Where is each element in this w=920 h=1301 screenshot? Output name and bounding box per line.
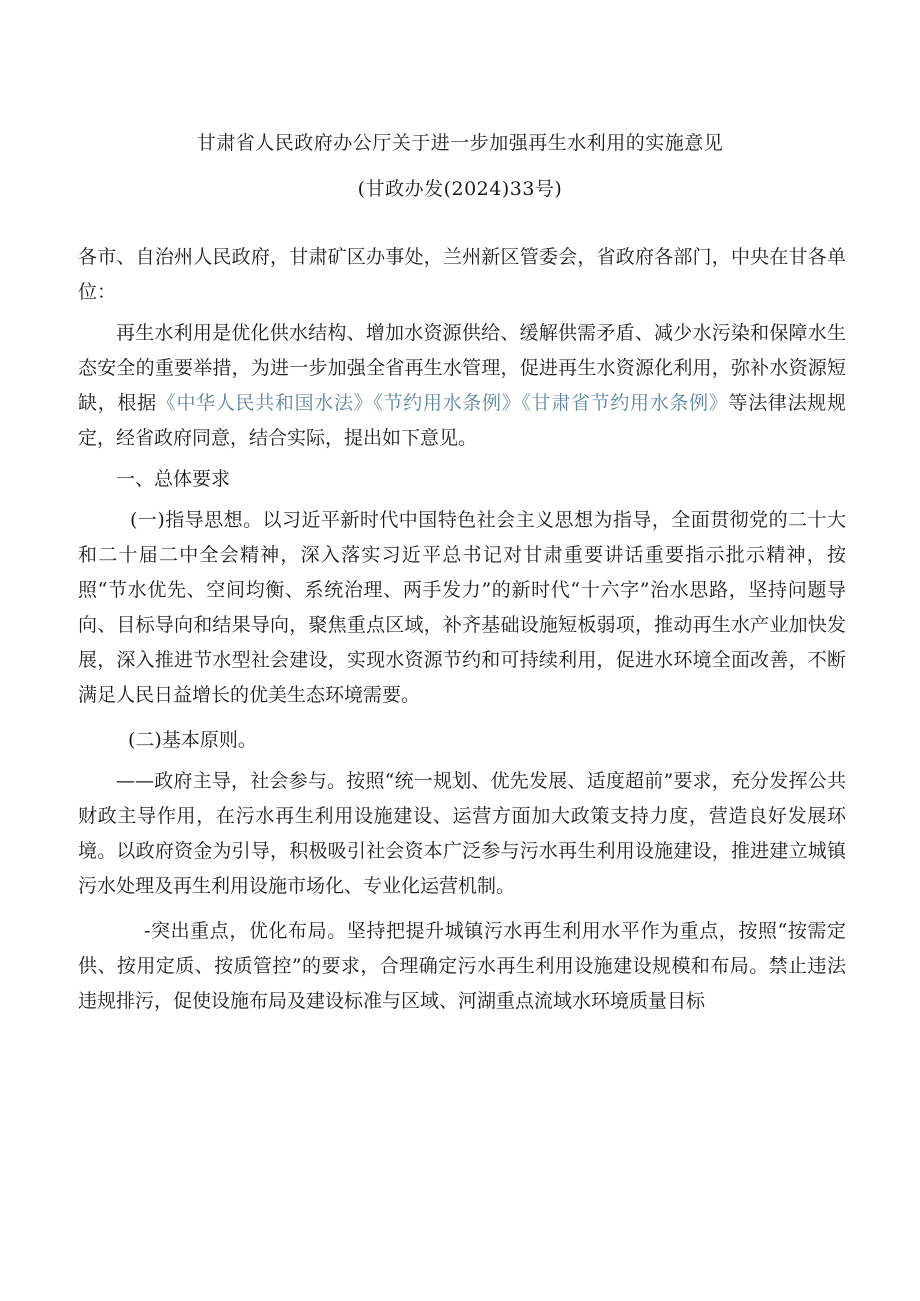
section-heading-general-requirements: 一、总体要求 [116,468,231,490]
principle-highlight-priorities: -突出重点，优化布局。坚持把提升城镇污水再生利用水平作为重点，按照“按需定供、按用定质、按质管控”的要求，合理确定污水再生利用设施建设规模和布局。禁止违法违规排污，促使设施布局及建设标准与区域、河湖重点流域水环境质量目标 [78,920,846,1012]
document-body [78,240,846,1025]
law-link-water-law[interactable]: 《中华人民共和国水法》 [156,392,374,414]
document-number: (甘政办发(2024)33号) [357,178,563,200]
law-link-gansu-water-saving-regulation[interactable]: 《甘肃省节约用水条例》 [521,392,729,414]
basic-principles-heading: (二)基本原则。 [128,729,257,751]
intro-paragraph [78,316,846,456]
salutation: 各市、自治州人民政府，甘肃矿区办事处，兰州新区管委会，省政府各部门，中央在甘各单位： [78,246,846,303]
principle-government-led: ——政府主导，社会参与。按照“统一规划、优先发展、适度超前”要求，充分发挥公共财政主导作用，在污水再生利用设施建设、运营方面加大政策支持力度，营造良好发展环境。以政府资金为引导，积极吸引社会资本广泛参与污水再生利用设施建设，推进建立城镇污水处理及再生利用设施市场化、专业化运营机制。 [78,770,846,897]
law-link-water-saving-regulation[interactable]: 《节约用水条例》 [373,392,522,414]
intro-text-before: 再生水利用是优化供水结构、增加水资源供给、缓解供需矛盾、减少水污染和保障水生态安全的重要举措，为进一步加强全省再生水管理，促进再生水资源化利用，弥补水资源短缺，根据 [78,322,846,414]
document-title: 甘肃省人民政府办公厅关于进一步加强再生水利用的实施意见 [196,132,724,154]
guiding-thought-paragraph: (一)指导思想。以习近平新时代中国特色社会主义思想为指导，全面贯彻党的二十大和二十届二中全会精神，深入落实习近平总书记对甘肃重要讲话重要指示批示精神，按照“节水优先、空间均衡、系统治理、两手发力”的新时代“十六字”治水思路，坚持问题导向、目标导向和结果导向，聚焦重点区域，补齐基础设施短板弱项，推动再生水产业加快发展，深入推进节水型社会建设，实现水资源节约和可持续利用，促进水环境全面改善，不断满足人民日益增长的优美生态环境需要。 [78,509,846,706]
intro-text-after: 等法律法规规定，经省政府同意，结合实际，提出如下意见。 [78,392,846,449]
